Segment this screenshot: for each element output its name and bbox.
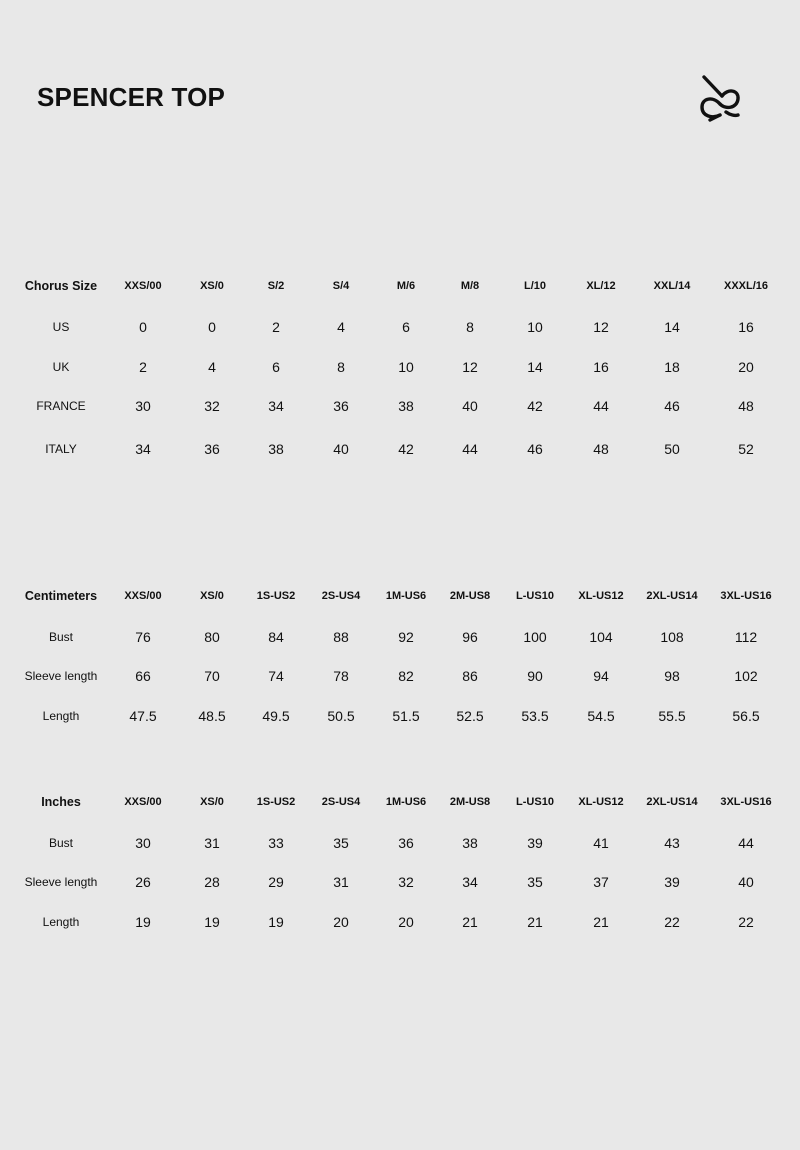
row-label: ITALY: [45, 442, 77, 456]
table-cell: 0: [139, 319, 147, 335]
column-header: L/10: [523, 280, 547, 292]
table-cell: 20: [738, 359, 754, 375]
table-cell: 44: [593, 398, 609, 414]
table-cell: 33: [268, 835, 284, 851]
table-cell: 86: [462, 668, 478, 684]
column-header: L-US10: [516, 796, 554, 808]
table-cell: 44: [462, 441, 478, 457]
table-cell: 43: [664, 835, 680, 851]
table-cell: 48: [593, 441, 609, 457]
table-row: [0, 831, 800, 855]
table-cell: 0: [208, 319, 216, 335]
column-header: S/2: [267, 280, 285, 292]
table-cell: 36: [333, 398, 349, 414]
column-header: 2XL-US14: [646, 796, 698, 808]
column-header: XXS/00: [124, 796, 162, 808]
column-header: XS/0: [200, 796, 224, 808]
table-cell: 48: [738, 398, 754, 414]
table-cell: 35: [527, 874, 543, 890]
table-header-row: [0, 274, 800, 298]
table-cell: 66: [135, 668, 151, 684]
table-cell: 90: [527, 668, 543, 684]
column-header: 1S-US2: [256, 796, 296, 808]
table-cell: 102: [734, 668, 758, 684]
table-cell: 4: [337, 319, 345, 335]
table-cell: 39: [664, 874, 680, 890]
table-cell: 40: [462, 398, 478, 414]
table-cell: 10: [527, 319, 543, 335]
table-header-row: [0, 584, 800, 608]
table-cell: 18: [664, 359, 680, 375]
table-cell: 51.5: [392, 708, 420, 724]
row-label: UK: [52, 360, 70, 374]
chorus-logo-icon: [698, 74, 742, 122]
table-cell: 8: [337, 359, 345, 375]
table-cell: 36: [204, 441, 220, 457]
row-label: Length: [42, 709, 80, 723]
table-row: [0, 437, 800, 461]
table-cell: 30: [135, 835, 151, 851]
table-cell: 56.5: [732, 708, 760, 724]
table-cell: 48.5: [198, 708, 226, 724]
row-label: Length: [42, 915, 80, 929]
row-label: US: [52, 320, 70, 334]
table-cell: 96: [462, 629, 478, 645]
table-cell: 40: [333, 441, 349, 457]
table-cell: 6: [272, 359, 280, 375]
table-cell: 32: [398, 874, 414, 890]
table-cell: 34: [268, 398, 284, 414]
table-cell: 49.5: [262, 708, 290, 724]
table-row: [0, 664, 800, 688]
table-cell: 20: [398, 914, 414, 930]
column-header: 2M-US8: [449, 796, 491, 808]
table-cell: 42: [527, 398, 543, 414]
column-header: S/4: [332, 280, 350, 292]
table-cell: 38: [398, 398, 414, 414]
table-cell: 34: [135, 441, 151, 457]
column-header: 2S-US4: [321, 590, 361, 602]
table-cell: 46: [664, 398, 680, 414]
column-header: XL-US12: [578, 796, 624, 808]
column-header: 1S-US2: [256, 590, 296, 602]
column-header: XS/0: [200, 590, 224, 602]
table-row: [0, 870, 800, 894]
table-cell: 50: [664, 441, 680, 457]
table-cell: 39: [527, 835, 543, 851]
table-cell: 100: [523, 629, 547, 645]
table-cell: 16: [738, 319, 754, 335]
column-header: 2S-US4: [321, 796, 361, 808]
column-header: XXXL/16: [723, 280, 769, 292]
table-cell: 22: [664, 914, 680, 930]
table-cell: 21: [527, 914, 543, 930]
table-cell: 12: [593, 319, 609, 335]
table-cell: 74: [268, 668, 284, 684]
table-cell: 19: [204, 914, 220, 930]
column-header: M/6: [396, 280, 416, 292]
table-cell: 19: [268, 914, 284, 930]
table-cell: 34: [462, 874, 478, 890]
column-header: 3XL-US16: [720, 590, 772, 602]
column-header: 1M-US6: [385, 796, 427, 808]
table-title: Centimeters: [24, 589, 98, 603]
table-cell: 44: [738, 835, 754, 851]
table-cell: 98: [664, 668, 680, 684]
table-cell: 38: [462, 835, 478, 851]
table-cell: 4: [208, 359, 216, 375]
column-header: XL-US12: [578, 590, 624, 602]
table-cell: 14: [664, 319, 680, 335]
table-cell: 108: [660, 629, 684, 645]
column-header: XL/12: [586, 280, 616, 292]
table-cell: 21: [593, 914, 609, 930]
table-header-row: [0, 790, 800, 814]
table-cell: 2: [272, 319, 280, 335]
table-row: [0, 910, 800, 934]
table-cell: 50.5: [327, 708, 355, 724]
table-cell: 53.5: [521, 708, 549, 724]
table-row: [0, 394, 800, 418]
table-cell: 76: [135, 629, 151, 645]
table-cell: 37: [593, 874, 609, 890]
row-label: Sleeve length: [24, 875, 98, 889]
table-cell: 22: [738, 914, 754, 930]
table-cell: 28: [204, 874, 220, 890]
table-cell: 55.5: [658, 708, 686, 724]
row-label: Bust: [48, 630, 74, 644]
table-cell: 29: [268, 874, 284, 890]
column-header: XXS/00: [124, 590, 162, 602]
column-header: M/8: [460, 280, 480, 292]
column-header: 1M-US6: [385, 590, 427, 602]
table-cell: 2: [139, 359, 147, 375]
table-cell: 19: [135, 914, 151, 930]
table-cell: 52.5: [456, 708, 484, 724]
table-cell: 112: [734, 629, 758, 645]
table-cell: 26: [135, 874, 151, 890]
table-row: [0, 355, 800, 379]
column-header: 3XL-US16: [720, 796, 772, 808]
column-header: XS/0: [200, 280, 224, 292]
row-label: Bust: [48, 836, 74, 850]
column-header: 2M-US8: [449, 590, 491, 602]
table-cell: 88: [333, 629, 349, 645]
table-cell: 54.5: [587, 708, 615, 724]
table-cell: 84: [268, 629, 284, 645]
table-cell: 31: [333, 874, 349, 890]
column-header: XXS/00: [124, 280, 162, 292]
table-cell: 92: [398, 629, 414, 645]
table-cell: 70: [204, 668, 220, 684]
table-cell: 36: [398, 835, 414, 851]
table-row: [0, 625, 800, 649]
table-cell: 47.5: [129, 708, 157, 724]
table-title: Chorus Size: [24, 279, 98, 293]
column-header: 2XL-US14: [646, 590, 698, 602]
table-row: [0, 704, 800, 728]
table-cell: 42: [398, 441, 414, 457]
table-title: Inches: [41, 795, 81, 809]
table-cell: 82: [398, 668, 414, 684]
table-cell: 10: [398, 359, 414, 375]
page-title: SPENCER TOP: [37, 82, 226, 112]
table-cell: 52: [738, 441, 754, 457]
table-cell: 16: [593, 359, 609, 375]
table-cell: 32: [204, 398, 220, 414]
table-cell: 40: [738, 874, 754, 890]
table-cell: 38: [268, 441, 284, 457]
table-cell: 46: [527, 441, 543, 457]
table-cell: 30: [135, 398, 151, 414]
table-cell: 80: [204, 629, 220, 645]
row-label: Sleeve length: [24, 669, 98, 683]
table-cell: 104: [589, 629, 613, 645]
table-cell: 41: [593, 835, 609, 851]
row-label: FRANCE: [36, 399, 86, 413]
table-cell: 20: [333, 914, 349, 930]
table-cell: 21: [462, 914, 478, 930]
table-cell: 35: [333, 835, 349, 851]
table-cell: 31: [204, 835, 220, 851]
table-cell: 6: [402, 319, 410, 335]
table-row: [0, 315, 800, 339]
table-cell: 78: [333, 668, 349, 684]
table-cell: 12: [462, 359, 478, 375]
table-cell: 8: [466, 319, 474, 335]
table-cell: 94: [593, 668, 609, 684]
column-header: L-US10: [516, 590, 554, 602]
table-cell: 14: [527, 359, 543, 375]
column-header: XXL/14: [653, 280, 691, 292]
